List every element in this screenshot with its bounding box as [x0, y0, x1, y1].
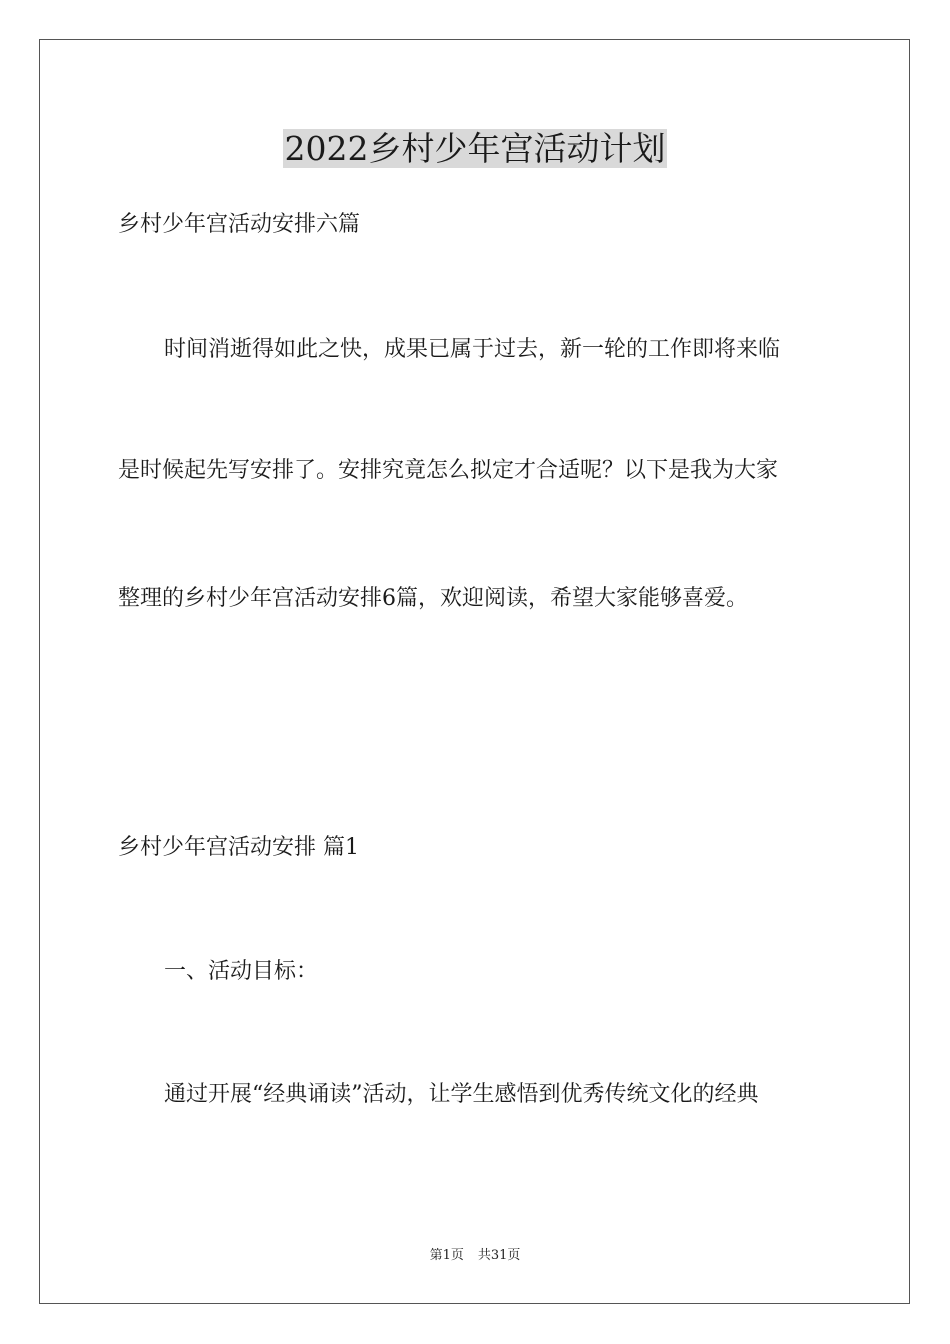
document-title — [0, 126, 950, 172]
section-heading: 乡村少年宫活动安排 篇1 — [118, 835, 359, 860]
intro-paragraph-line-2: 是时候起先写安排了。安排究竟怎么拟定才合适呢？以下是我为大家 — [118, 458, 779, 483]
body-paragraph-line: 通过开展“经典诵读”活动，让学生感悟到优秀传统文化的经典 — [164, 1082, 759, 1107]
intro-paragraph-line-1: 时间消逝得如此之快，成果已属于过去，新一轮的工作即将来临 — [164, 337, 781, 362]
page-footer — [0, 1247, 950, 1265]
page-total: 共31页 — [477, 1248, 521, 1263]
activity-goal-heading: 一、活动目标： — [164, 959, 319, 984]
intro-paragraph-line-3: 整理的乡村少年宫活动安排6篇，欢迎阅读，希望大家能够喜爱。 — [118, 586, 748, 611]
document-subtitle: 乡村少年宫活动安排六篇 — [118, 212, 361, 237]
document-title-text: 2022乡村少年宫活动计划 — [284, 129, 666, 168]
page-number: 第1页 — [429, 1248, 464, 1263]
